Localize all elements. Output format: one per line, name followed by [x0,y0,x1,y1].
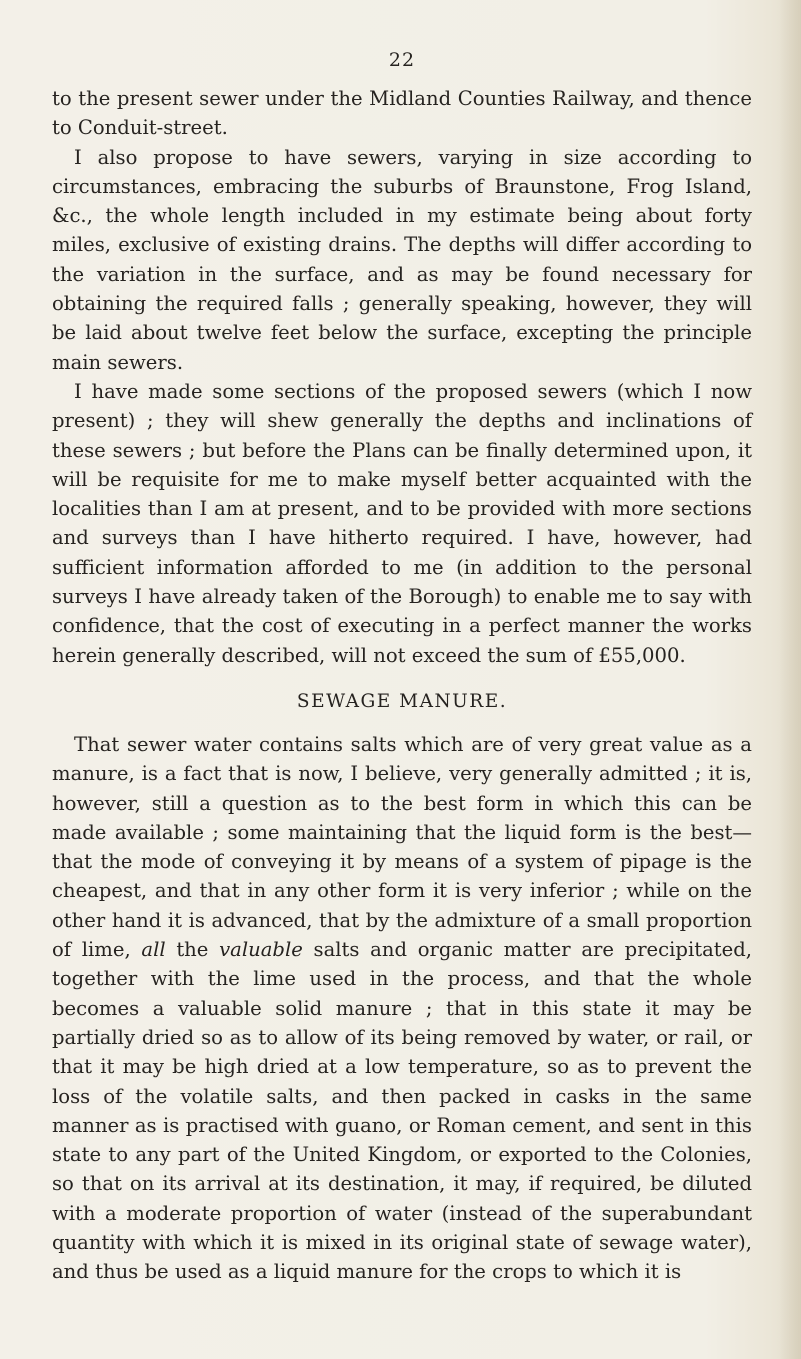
paragraph-text-part-1: That sewer water contains salts which are of very great value as a manure, is a fact that is now, I believe, very generally admitted ; it is, however, still a question as to the best form in which this can be made available ; some maintaining that the liquid form is the best—that the mode of conveying it by means of a system of pipage is the cheapest, and that in any other form it is very inferior ; while on the other hand it is advanced, that by the admixture of a small proportion of lime, [52,732,752,962]
section-heading: SEWAGE MANURE. [296,690,508,712]
page-edge-shadow [779,0,801,1359]
paragraph-sections-and-cost: I have made some sections of the proposed sewers (which I now present) ; they will shew generally the depths and inclinations of these sewers ; but before the Plans can be finally determined upon, it will be requisite for me to make myself better acquainted with the localities than I am at present, and to be provided with more sections and surveys than I have hitherto required. I have, however, had sufficient information afforded to me (in addition to the personal surveys I have already taken of the Borough) to enable me to say with confidence, that the cost of executing in a perfect manner the works herein generally described, will not exceed the sum of £55,000. [52,379,752,667]
paragraph-continuation: to the present sewer under the Midland Counties Railway, and thence to Conduit-street. [52,87,752,140]
paragraph-text-part-2: the [176,938,209,962]
page-content [52,48,752,1287]
italic-word-valuable: valuable [219,938,303,962]
page-number: 22 [388,49,416,71]
paragraph-text-part-3: salts and organic matter are precipitated, together with the lime used in the process, and that the whole becomes a valuable solid manure ; that in this state it may be partially dried so as to allow of its being removed by water, or rail, or that it may be high dried at a low temperature, so as to prevent the loss of the volatile salts, and then packed in casks in the same manner as is practised with guano, or Roman cement, and sent in this state to any part of the United Kingdom, or exported to the Colonies, so that on its arrival at its destination, it may, if required, be diluted with a moderate proportion of water (instead of the superabundant quantity with which it is mixed in its original state of sewage water), and thus be used as a liquid manure for the crops to which it is [52,938,753,1284]
italic-word-all: all [141,938,166,962]
paragraph-sewers-proposal: I also propose to have sewers, varying in size according to circumstances, embracing the suburbs of Braunstone, Frog Island, &c., the whole length included in my estimate being about forty miles, exclusive of existing drains. The depths will differ according to the variation in the surface, and as may be found necessary for obtaining the required falls ; generally speaking, however, they will be laid about twelve feet below the surface, excepting the principle main sewers. [52,145,752,374]
paragraph-sewage-manure [52,730,752,1287]
